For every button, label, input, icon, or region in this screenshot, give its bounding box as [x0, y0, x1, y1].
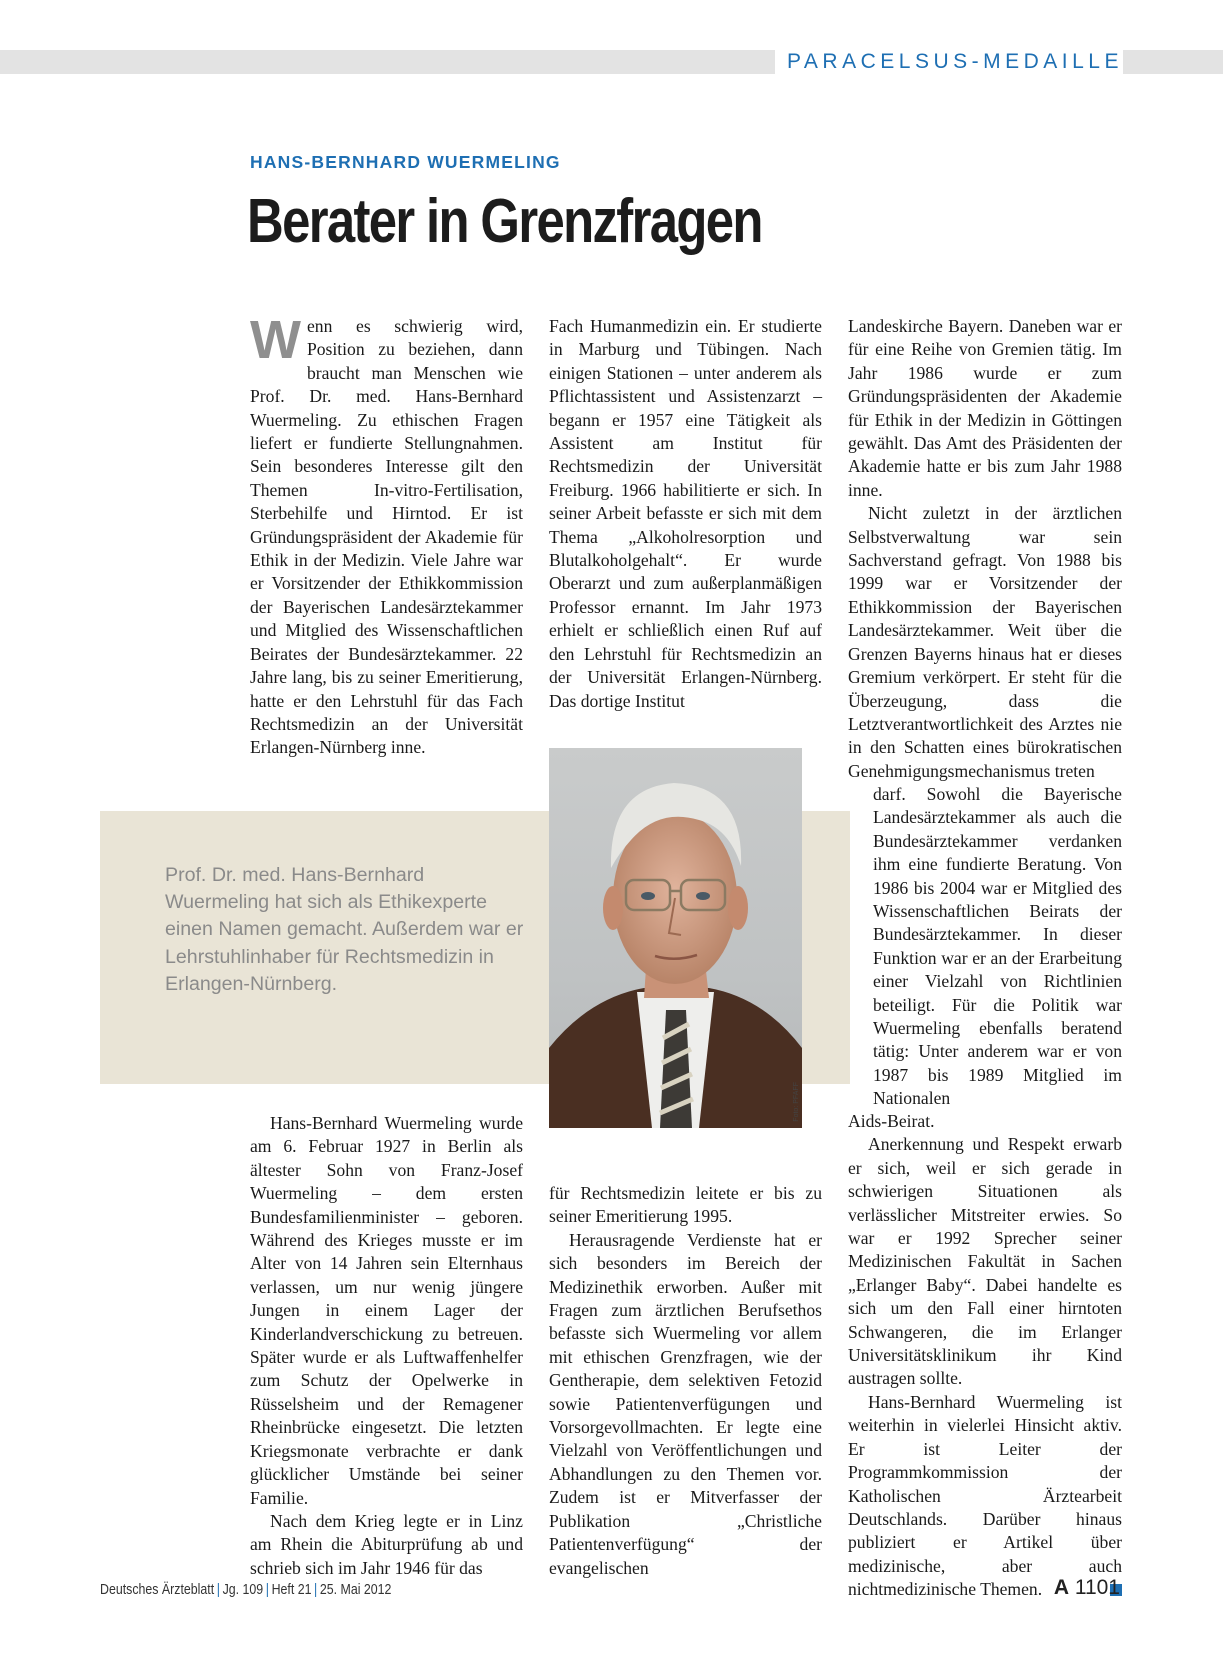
paragraph [848, 1391, 1122, 1602]
separator: | [265, 1582, 269, 1598]
footer-citation [100, 1582, 391, 1598]
volume: Jg. 109 [222, 1582, 264, 1598]
paragraph: Anerkennung und Respekt erwarb er sich, weil er sich gerade in schwierigen Situationen als verlässlicher Mitstreiter erwies. So war er 1992 Sprecher seiner Medizinischen Fakultät in Sachen „Erlanger Baby“. Dabei handelte es sich um den Fall einer hirntoten Schwangeren, die im Erlanger Universitätsklinikum ihr Kind austragen sollte. [848, 1134, 1122, 1389]
paragraph: Landeskirche Bayern. Daneben war er für eine Reihe von Gremien tätig. Im Jahr 1986 wurde er zum Gründungspräsidenten der Akademie für Ethik in der Medizin in Göttingen gewählt. Das Amt des Präsidenten der Akademie hatte er bis zum Jahr 1988 inne. [848, 316, 1122, 500]
section-label: PARACELSUS-MEDAILLE [775, 48, 1123, 76]
paragraph: für Rechtsmedizin leitete er bis zu seiner Emeritierung 1995. [549, 1183, 822, 1227]
paragraph: Hans-Bernhard Wuermeling wurde am 6. Februar 1927 in Berlin als ältester Sohn von Franz-Josef Wuermeling – dem ersten Bundesfamilienminister – geboren. Während des Krieges musste er im Alter von 14 Jahren sein Elternhaus verlassen, um nur wenig jüngere Jungen in einem Lager der Kinderlandverschickung zu betreuen. Später wurde er als Luftwaffenhelfer zum Schutz der Opelwerke in Rüsselsheim und der Remagener Rheinbrücke eingesetzt. Die letzten Kriegsmonate verbrachte er dank glücklicher Umstände bei seiner Familie. [250, 1113, 523, 1508]
column-3-top [848, 315, 1122, 783]
paragraph: Nach dem Krieg legte er in Linz am Rhein die Abiturprüfung ab und schrieb sich im Jahr 1946 für das [250, 1510, 523, 1578]
separator: | [216, 1582, 220, 1598]
page-prefix: A [1053, 1576, 1069, 1599]
column-3-bottom [848, 1110, 1122, 1602]
paragraph: Herausragende Verdienste hat er sich besonders im Bereich der Medizinethik erworben. Außer mit Fragen zum ärztlichen Berufsethos befasste sich Wuermeling vor allem mit ethischen Grenzfragen, wie der Gentherapie, dem selektiven Fetozid sowie Patientenverfügungen und Vorsorgevollmachten. Er legte eine Vielzahl von Veröffentlichungen und Abhandlungen zu den Themen vor. Zudem ist er Mitverfasser der Publikation „Christliche Patientenverfügung“ der evangelischen [549, 1229, 822, 1578]
column-2-top [549, 315, 822, 713]
issue-date: 25. Mai 2012 [319, 1582, 392, 1598]
separator: | [314, 1582, 318, 1598]
paragraph: Nicht zuletzt in der ärztlichen Selbstverwaltung war sein Sachverstand gefragt. Von 1988 bis 1999 war er Vorsitzender der Ethikkommission der Bayerischen Landesärztekammer. Weit über die Grenzen Bayerns hinaus hat er dieses Gremium verkörpert. Er steht für die Überzeugung, dass die Letztverantwortlichkeit des Arztes nie in den Schatten eines bürokratischen Genehmigungsmechanismus treten [848, 503, 1122, 781]
photo-credit: Foto: PFAFF [793, 1082, 800, 1122]
journal-name: Deutsches Ärzteblatt [100, 1582, 215, 1598]
paragraph: darf. Sowohl die Bayerische Landesärztekammer als auch die Bundesärztekammer verdanken ihm eine fundierte Beratung. Von 1986 bis 2004 war er Mitglied des Wissenschaftlichen Beirats der Bundesärztekammer. In dieser Funktion war er an der Erarbeitung einer Vielzahl von Richtlinien beteiligt. Für die Politik war Wuermeling ebenfalls beratend tätig: Unter anderem war er von 1987 bis 1989 Mitglied im Nationalen [873, 784, 1122, 1109]
paragraph: Fach Humanmedizin ein. Er studierte in Marburg und Tübingen. Nach einigen Stationen – unter anderem als Pflichtassistent und Assistenzarzt – begann er 1957 eine Tätigkeit als Assistent am Institut für Rechtsmedizin der Universität Freiburg. 1966 habilitierte er sich. In seiner Arbeit befasste er sich mit dem Thema „Alkoholresorption und Blutalkoholgehalt“. Er wurde Oberarzt und zum außerplanmäßigen Professor ernannt. Im Jahr 1973 erhielt er schließlich einen Ruf auf den Lehrstuhl für Rechtsmedizin an der Universität Erlangen-Nürnberg. Das dortige Institut [549, 316, 822, 711]
page-number [1054, 1576, 1120, 1600]
article-title: Berater in Grenzfragen [247, 187, 762, 256]
callout-text: Prof. Dr. med. Hans-Bernhard Wuermeling hat sich als Ethikexperte einen Namen gemacht. Außerdem war er Lehrstuhlinhaber für Rechtsmedizin in Erlangen-Nürnberg. [165, 864, 524, 995]
column-2-bottom [549, 1182, 822, 1580]
column-3-wrap [873, 783, 1122, 1111]
portrait-photo [549, 748, 802, 1128]
lead-paragraph [250, 310, 523, 760]
article-kicker: HANS-BERNHARD WUERMELING [250, 152, 561, 172]
portrait-illustration [549, 748, 802, 1128]
page-number-value: 1101 [1074, 1576, 1120, 1599]
paragraph-text: Hans-Bernhard Wuermeling ist weiterhin in vielerlei Hinsicht aktiv. Er ist Leiter der Programmkommission der Katholischen Ärztearbeit Deutschlands. Darüber hinaus publiziert er Artikel über medizinische, aber auch nichtmedizinische Themen. [848, 1391, 1122, 1600]
paragraph: Aids-Beirat. [848, 1111, 935, 1131]
issue: Heft 21 [271, 1582, 312, 1598]
column-1-bottom [250, 1112, 523, 1580]
column-1-top [250, 310, 523, 760]
lead-text: enn es schwierig wird, Position zu beziehen, dann braucht man Menschen wie Prof. Dr. med. Hans-Bernhard Wuermeling. Zu ethischen Fragen liefert er fundierte Stellungnahmen. Sein besonderes Interesse gilt den Themen In-vitro-Fertilisation, Sterbehilfe und Hirntod. Er ist Gründungspräsident der Akademie für Ethik in der Medizin. Viele Jahre war er Vorsitzender der Ethikkommission der Bayerischen Landesärztekammer und Mitglied des Wissenschaftlichen Beirates der Bundesärztekammer. 22 Jahre lang, bis zu seiner Emeritierung, hatte er den Lehrstuhl für das Fach Rechtsmedizin an der Universität Erlangen-Nürnberg inne. [250, 316, 523, 758]
drop-cap: W [250, 310, 301, 370]
